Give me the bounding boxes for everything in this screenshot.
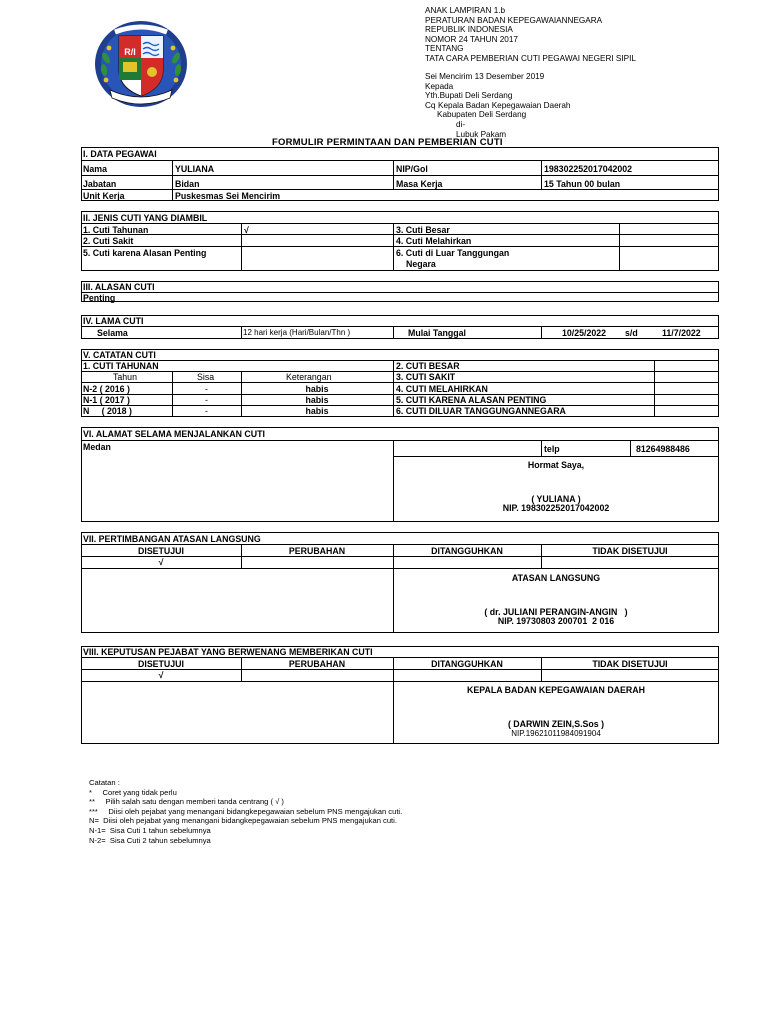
alamat-value[interactable]: Medan: [83, 442, 111, 452]
cq-recipient-2: Kabupaten Deli Serdang: [437, 110, 527, 120]
telp-label: telp: [544, 444, 560, 454]
notes-heading: Catatan :: [89, 778, 120, 787]
header-line: PERATURAN BADAN KEPEGAWAIANNEGARA: [425, 15, 603, 25]
row-keterangan: habis: [305, 384, 329, 394]
col-ditangguhkan: DITANGGUHKAN: [431, 659, 503, 669]
cuti-luar-tanggungan-label: 6. Cuti di Luar Tanggungan: [396, 248, 510, 258]
cuti-luar-tanggungan-label-2: Negara: [406, 259, 436, 269]
cuti-besar-label: 3. Cuti Besar: [396, 225, 450, 235]
section-heading: VII. PERTIMBANGAN ATASAN LANGSUNG: [83, 534, 261, 544]
section-heading: VIII. KEPUTUSAN PEJABAT YANG BERWENANG MEMBERIKAN CUTI: [83, 647, 373, 657]
cuti-luar-tanggungan-record: 6. CUTI DILUAR TANGGUNGANNEGARA: [396, 406, 566, 416]
cuti-melahirkan-label: 4. Cuti Melahirkan: [396, 236, 472, 246]
cuti-sakit-label: 2. Cuti Sakit: [83, 236, 134, 246]
cq-label: Cq: [425, 100, 436, 110]
atasan-name: ( dr. JULIANI PERANGIN-ANGIN ): [484, 607, 628, 617]
section-lama-cuti: [81, 315, 719, 339]
note-item: N= Diisi oleh pejabat yang menangani bidangkepegawaian sebelum PNS mengajukan cuti.: [89, 816, 397, 826]
pejabat-name: ( DARWIN ZEIN,S.Sos ): [507, 719, 605, 729]
cuti-tahunan-label: 1. Cuti Tahunan: [83, 225, 149, 235]
col-disetujui: DISETUJUI: [138, 659, 184, 669]
header-line: TENTANG: [425, 44, 464, 54]
pejabat-nip: NIP.19621011984091904: [511, 729, 601, 738]
deli-serdang-coat-of-arms-icon: [92, 18, 190, 110]
mulai-tanggal-label: Mulai Tanggal: [408, 328, 466, 338]
header-line: TATA CARA PEMBERIAN CUTI PEGAWAI NEGERI SIPIL: [425, 53, 636, 63]
section-heading: V. CATATAN CUTI: [83, 350, 156, 360]
masa-kerja-value[interactable]: 15 Tahun 00 bulan: [544, 179, 621, 189]
cuti-sakit-record: 3. CUTI SAKIT: [396, 372, 456, 382]
yth-line: Yth.Bupati Deli Serdang: [425, 91, 513, 101]
cq-recipient: Kepala Badan Kepegawaian Daerah: [438, 100, 571, 110]
row-sisa: -: [205, 384, 208, 394]
row-tahun: N ( 2018 ): [83, 406, 132, 416]
section-heading: III. ALASAN CUTI: [83, 282, 155, 292]
row-keterangan: habis: [305, 406, 329, 416]
nama-label: Nama: [83, 164, 107, 174]
col-ditangguhkan: DITANGGUHKAN: [431, 546, 503, 556]
col-tahun: Tahun: [113, 372, 137, 382]
applicant-nip: NIP. 198302252017042002: [502, 503, 610, 513]
cuti-alasan-penting-record: 5. CUTI KARENA ALASAN PENTING: [396, 395, 547, 405]
di-label: di-: [456, 119, 466, 129]
note-item: ** Pilih salah satu dengan memberi tanda centrang ( √ ): [89, 797, 284, 807]
note-item: *** Diisi oleh pejabat yang menangani bidangkepegawaian sebelum PNS mengajukan cuti.: [89, 806, 403, 816]
lama-cuti-value[interactable]: 12 hari kerja (Hari/Bulan/Thn ): [243, 328, 351, 337]
hormat-saya: Hormat Saya,: [527, 460, 585, 470]
col-perubahan: PERUBAHAN: [288, 546, 346, 556]
appendix-header: [425, 6, 636, 64]
cuti-melahirkan-record: 4. CUTI MELAHIRKAN: [396, 384, 488, 394]
section-heading: I. DATA PEGAWAI: [83, 149, 157, 159]
col-tidak-disetujui: TIDAK DISETUJUI: [592, 546, 668, 556]
telp-value[interactable]: 81264988486: [636, 444, 690, 454]
city-line: Lubuk Pakam: [456, 129, 507, 139]
alasan-cuti-value[interactable]: Penting: [83, 293, 116, 303]
unit-kerja-value[interactable]: Puskesmas Sei Mencirim: [175, 191, 281, 201]
cuti-tahunan-check[interactable]: √: [244, 225, 249, 235]
notes-block: [89, 778, 402, 845]
date-to[interactable]: 11/7/2022: [662, 328, 701, 338]
header-line: ANAK LAMPIRAN 1.b: [425, 6, 506, 15]
col-tidak-disetujui: TIDAK DISETUJUI: [592, 659, 668, 669]
note-item: * Coret yang tidak perlu: [89, 787, 177, 797]
col-perubahan: PERUBAHAN: [288, 659, 346, 669]
col-sisa: Sisa: [197, 372, 215, 382]
section-heading: II. JENIS CUTI YANG DIAMBIL: [83, 213, 208, 223]
jabatan-value[interactable]: Bidan: [175, 179, 200, 189]
note-item: N-1= Sisa Cuti 1 tahun sebelumnya: [89, 825, 211, 835]
row-keterangan: habis: [305, 395, 329, 405]
applicant-name: ( YULIANA ): [531, 494, 581, 504]
row-tahun: N-1 ( 2017 ): [83, 395, 130, 405]
col-keterangan: Keterangan: [286, 372, 332, 382]
cuti-alasan-penting-label: 5. Cuti karena Alasan Penting: [83, 248, 207, 258]
regency-logo: [92, 18, 190, 110]
disetujui-check[interactable]: √: [158, 670, 164, 680]
atasan-role: ATASAN LANGSUNG: [511, 573, 601, 583]
disetujui-check[interactable]: √: [158, 557, 164, 567]
col-disetujui: DISETUJUI: [138, 546, 184, 556]
row-sisa: -: [205, 395, 208, 405]
form-title: FORMULIR PERMINTAAN DAN PEMBERIAN CUTI: [272, 137, 503, 148]
place-date: Sei Mencirim 13 Desember 2019: [425, 72, 545, 81]
header-line: NOMOR 24 TAHUN 2017: [425, 34, 518, 44]
note-item: N-2= Sisa Cuti 2 tahun sebelumnya: [89, 835, 211, 845]
masa-kerja-label: Masa Kerja: [396, 179, 443, 189]
section-heading: IV. LAMA CUTI: [83, 316, 144, 326]
header-line: REPUBLIK INDONESIA: [425, 25, 513, 35]
row-sisa: -: [205, 406, 208, 416]
atasan-nip: NIP. 19730803 200701 2 016: [497, 616, 615, 626]
pejabat-role: KEPALA BADAN KEPEGAWAIAN DAERAH: [467, 685, 645, 695]
nama-value[interactable]: YULIANA: [175, 164, 215, 174]
section-heading: VI. ALAMAT SELAMA MENJALANKAN CUTI: [83, 429, 265, 439]
cuti-tahunan-heading: 1. CUTI TAHUNAN: [83, 361, 159, 371]
unit-kerja-label: Unit Kerja: [83, 191, 125, 201]
nip-value[interactable]: 198302252017042002: [544, 164, 633, 174]
jabatan-label: Jabatan: [83, 179, 117, 189]
svg-text:R/I: R/I: [124, 47, 136, 57]
date-from[interactable]: 10/25/2022: [562, 328, 607, 338]
kepada-label: Kepada: [425, 81, 454, 91]
date-sd: s/d: [625, 328, 638, 338]
cuti-besar-record: 2. CUTI BESAR: [396, 361, 460, 371]
row-tahun: N-2 ( 2016 ): [83, 384, 130, 394]
addressee-block: [425, 72, 571, 139]
nip-label: NIP/Gol: [396, 164, 428, 174]
selama-label: Selama: [97, 328, 128, 338]
